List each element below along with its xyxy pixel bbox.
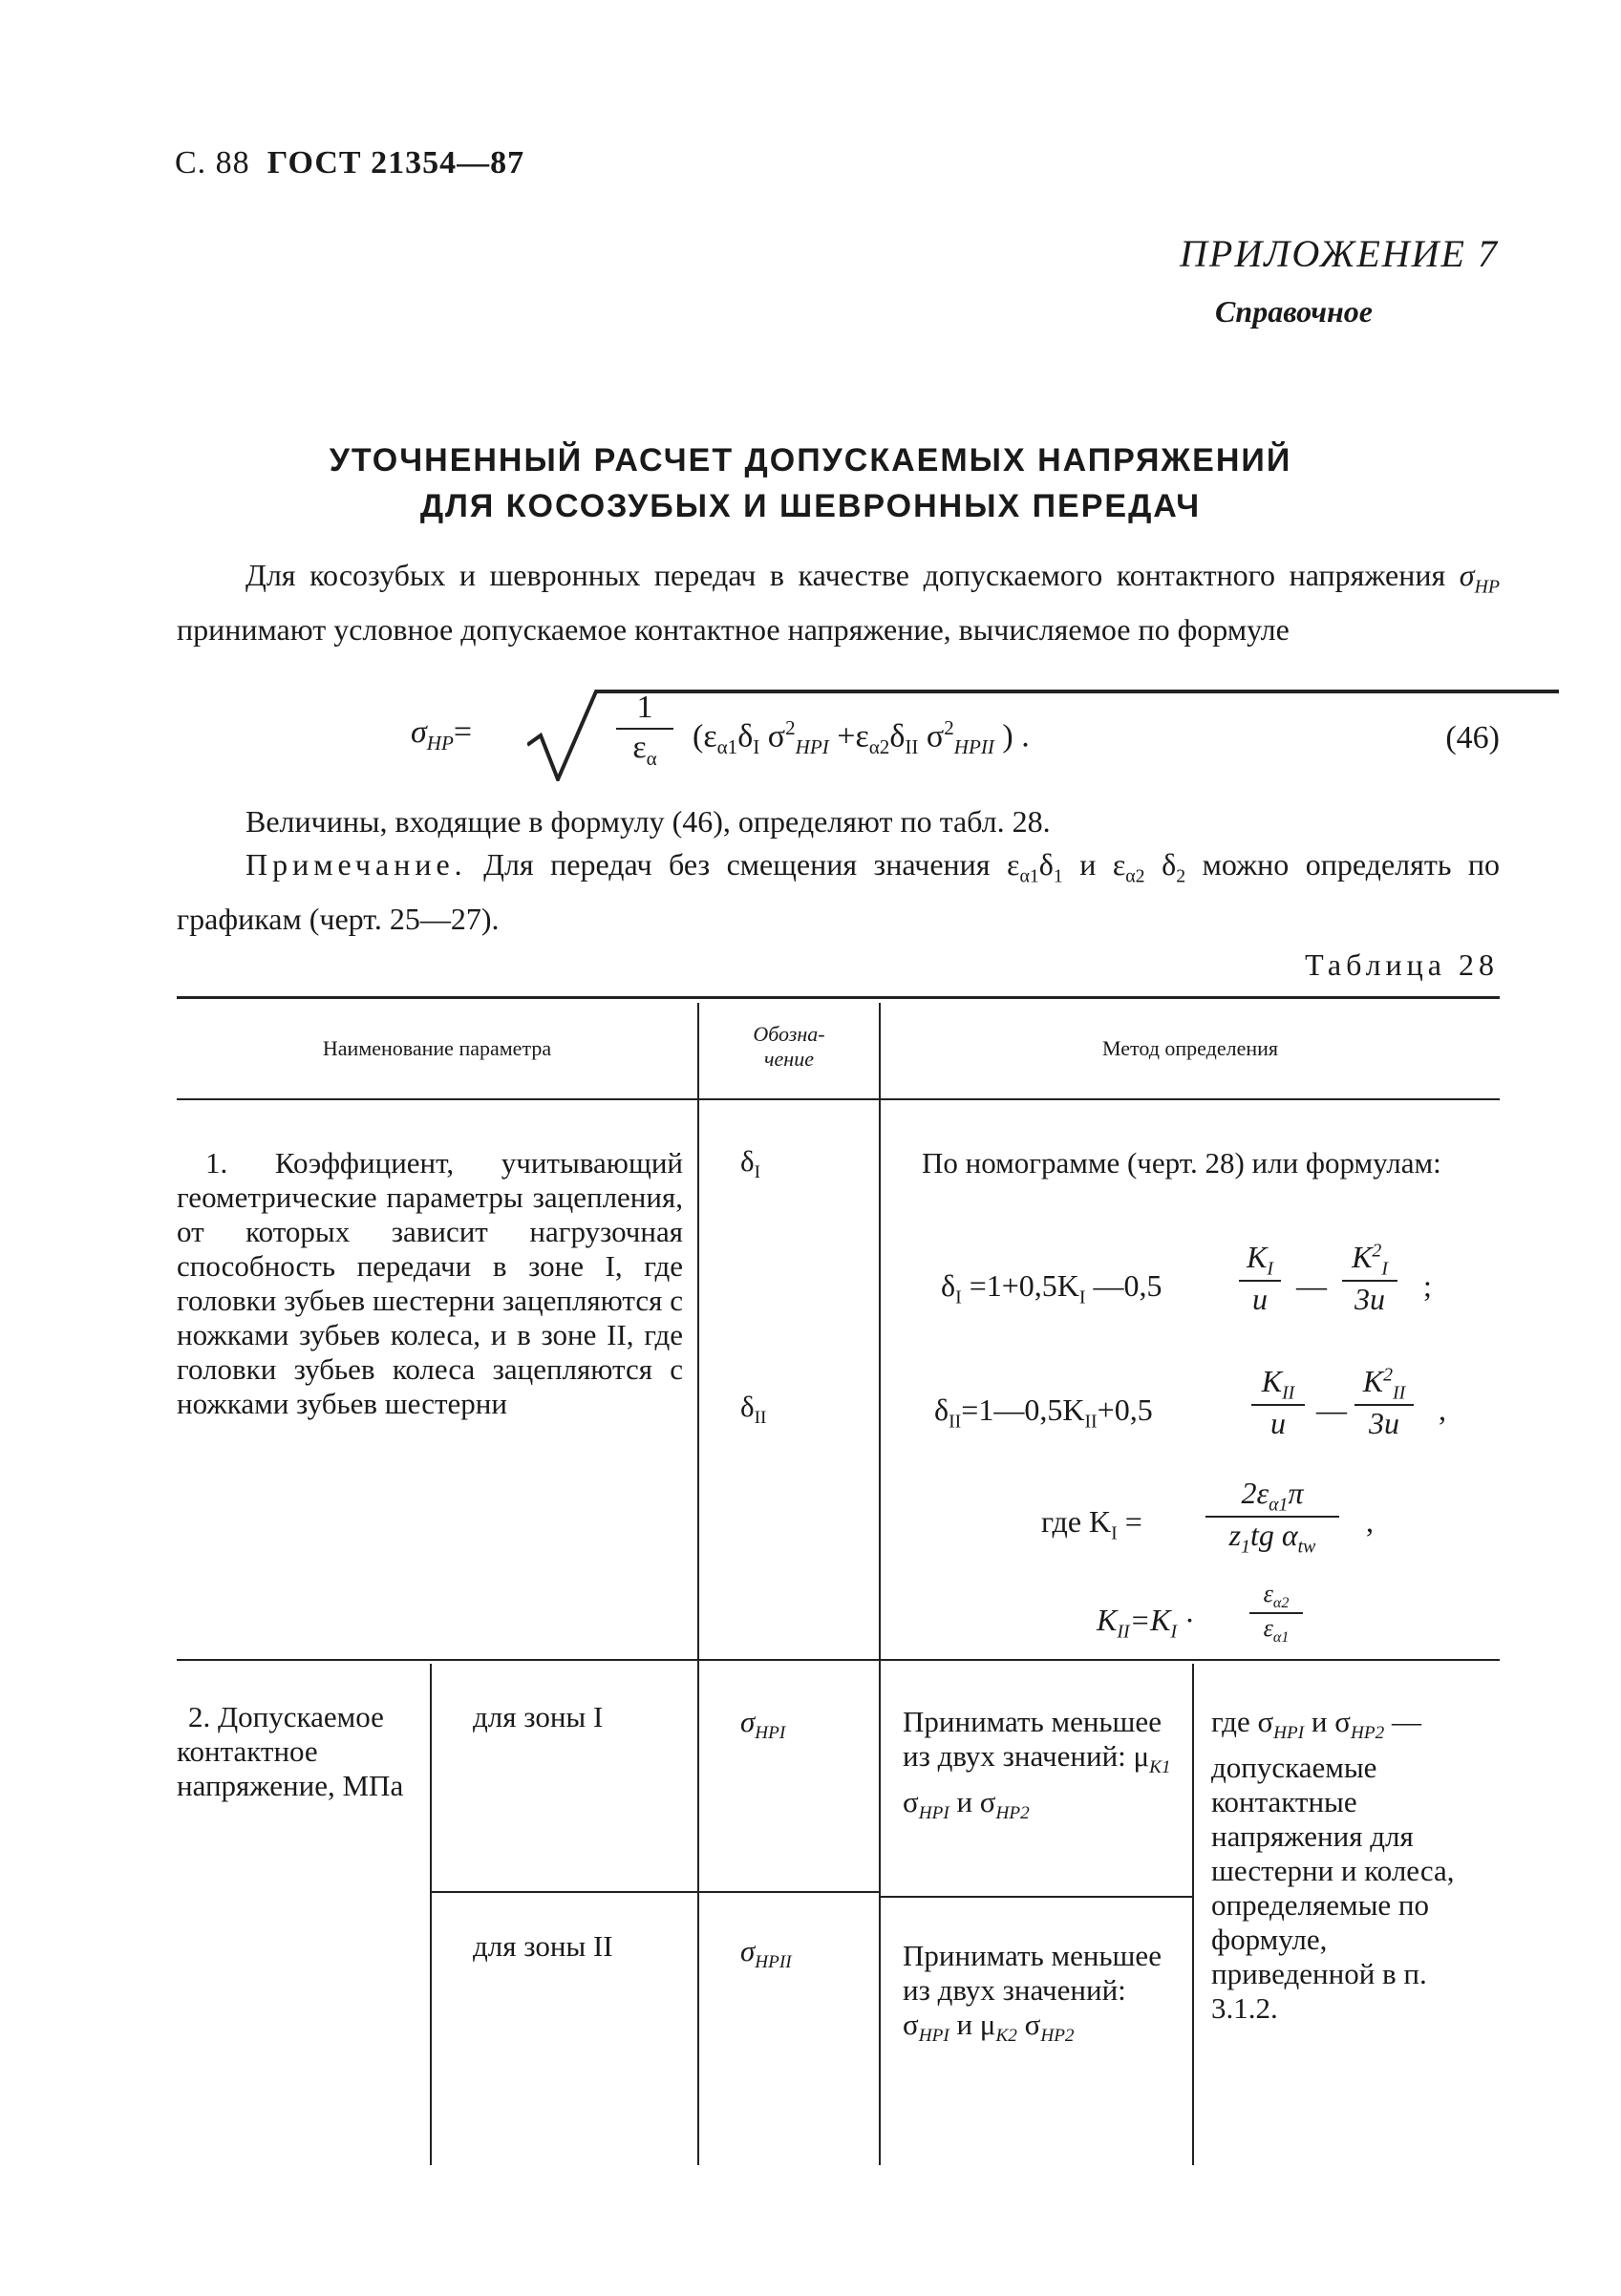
zone1-method: Принимать меньшее из двух значений: $\mu_{K1}$ $\sigma_{HPI}$ и $\sigma_{HP2}$ (903, 1705, 1171, 1824)
page-header (175, 145, 524, 181)
header-symbol: Обозна- чение (753, 1022, 825, 1071)
document-title (0, 437, 1621, 529)
appendix-type: Справочное (1215, 294, 1373, 329)
row1-method-intro: По номограмме (черт. 28) или формулам: (922, 1146, 1441, 1180)
table-header-rule (177, 1098, 1500, 1100)
row2-name: 2. Допускаемое контактное напряжение, МПа (177, 1700, 404, 1802)
header-method: Метод определения (1101, 1036, 1279, 1060)
table-top-rule (177, 996, 1500, 999)
title-line-2: ДЛЯ КОСОЗУБЫХ И ШЕВРОННЫХ ПЕРЕДАЧ (419, 488, 1202, 524)
zone2-method: Принимать меньшее из двух значений: $\sigma_{HPI}$ и $\mu_{K2}$ $\sigma_{HP2}$ (903, 1939, 1162, 2047)
col-divider-2 (879, 1003, 881, 2165)
formula-lhs: $\sigma_{HP}=$ (411, 714, 473, 755)
appendix-label: ПРИЛОЖЕНИЕ 7 (1180, 232, 1499, 275)
standard-code: ГОСТ 21354—87 (267, 145, 525, 181)
zone2-symbol: $\sigma_{HPII}$ (740, 1934, 792, 1973)
intro-paragraph (177, 554, 1500, 651)
row2-note: где $\sigma_{HPI}$ и $\sigma_{HP2}$ — допускаемые контактные напряжения для шестерни и колеса, определяемые по формуле, приведенной в п. 3.1.2. (1211, 1705, 1455, 2026)
zone1-label: для зоны I (473, 1700, 604, 1733)
reference-line: Величины, входящие в формулу (46), определяют по табл. 28. (245, 804, 1051, 839)
after-formula-paragraph (177, 800, 1500, 941)
intro-text-2: принимают условное допускаемое контактное напряжение, вычисляемое по формуле (177, 612, 1290, 648)
zone-row-divider-right (881, 1896, 1192, 1898)
row1-name: 1. Коэффициент, учитывающий геометрические параметры зацепления, от которых зависит нагрузочная способность передачи в зоне I, где головки зубьев шестерни зацепляются с ножками зубьев колеса, и в зоне II, где головки зубьев колеса зацепляются с ножками зубьев шестерни (177, 1146, 683, 1420)
intro-text-1: Для косозубых и шевронных передач в качестве допускаемого контактного напряжения (245, 558, 1460, 592)
intro-symbol: $\sigma_{HP}$ (1459, 558, 1500, 598)
zone-row-divider-left (432, 1891, 697, 1893)
formula-number: (46) (1445, 720, 1500, 755)
zone-row-divider-mid (697, 1891, 879, 1893)
note-line: Примечание. Для передач без смещения значения $\varepsilon_{\alpha 1}\delta_1$ и $\varepsilon_{\alpha 2}$ $\delta_2$ можно определять по графикам (черт. 25—27). (177, 847, 1501, 937)
page-number: С. 88 (175, 145, 250, 181)
row1-symbol-2: $\delta_{II}$ (740, 1390, 767, 1429)
formula-body: ($\varepsilon_{\alpha 1}\delta_I$ $\sigma^2_{HPI} +\varepsilon_{\alpha 2}\delta_{II}$ $\sigma^2_{HPII}$ ) . (693, 716, 1030, 759)
col-divider-1 (697, 1003, 699, 2165)
zone2-label: для зоны II (473, 1929, 613, 1963)
header-name: Наименование параметра (322, 1036, 552, 1060)
formula-46 (411, 680, 1500, 785)
radical-sign-icon (527, 686, 1559, 781)
title-line-1: УТОЧНЕННЫЙ РАСЧЕТ ДОПУСКАЕМЫХ НАПРЯЖЕНИЙ (329, 442, 1292, 478)
formula-fraction: $\frac{1}{\varepsilon_\alpha}$ (616, 690, 673, 771)
note-label: Примечание. (245, 847, 467, 882)
zone-col-divider (430, 1664, 432, 2165)
row-divider (177, 1659, 1500, 1661)
zone1-symbol: $\sigma_{HPI}$ (740, 1705, 786, 1744)
row1-symbol-1: $\delta_I$ (740, 1144, 761, 1183)
method-note-divider (1192, 1664, 1194, 2165)
table-caption: Таблица 28 (1305, 947, 1499, 982)
